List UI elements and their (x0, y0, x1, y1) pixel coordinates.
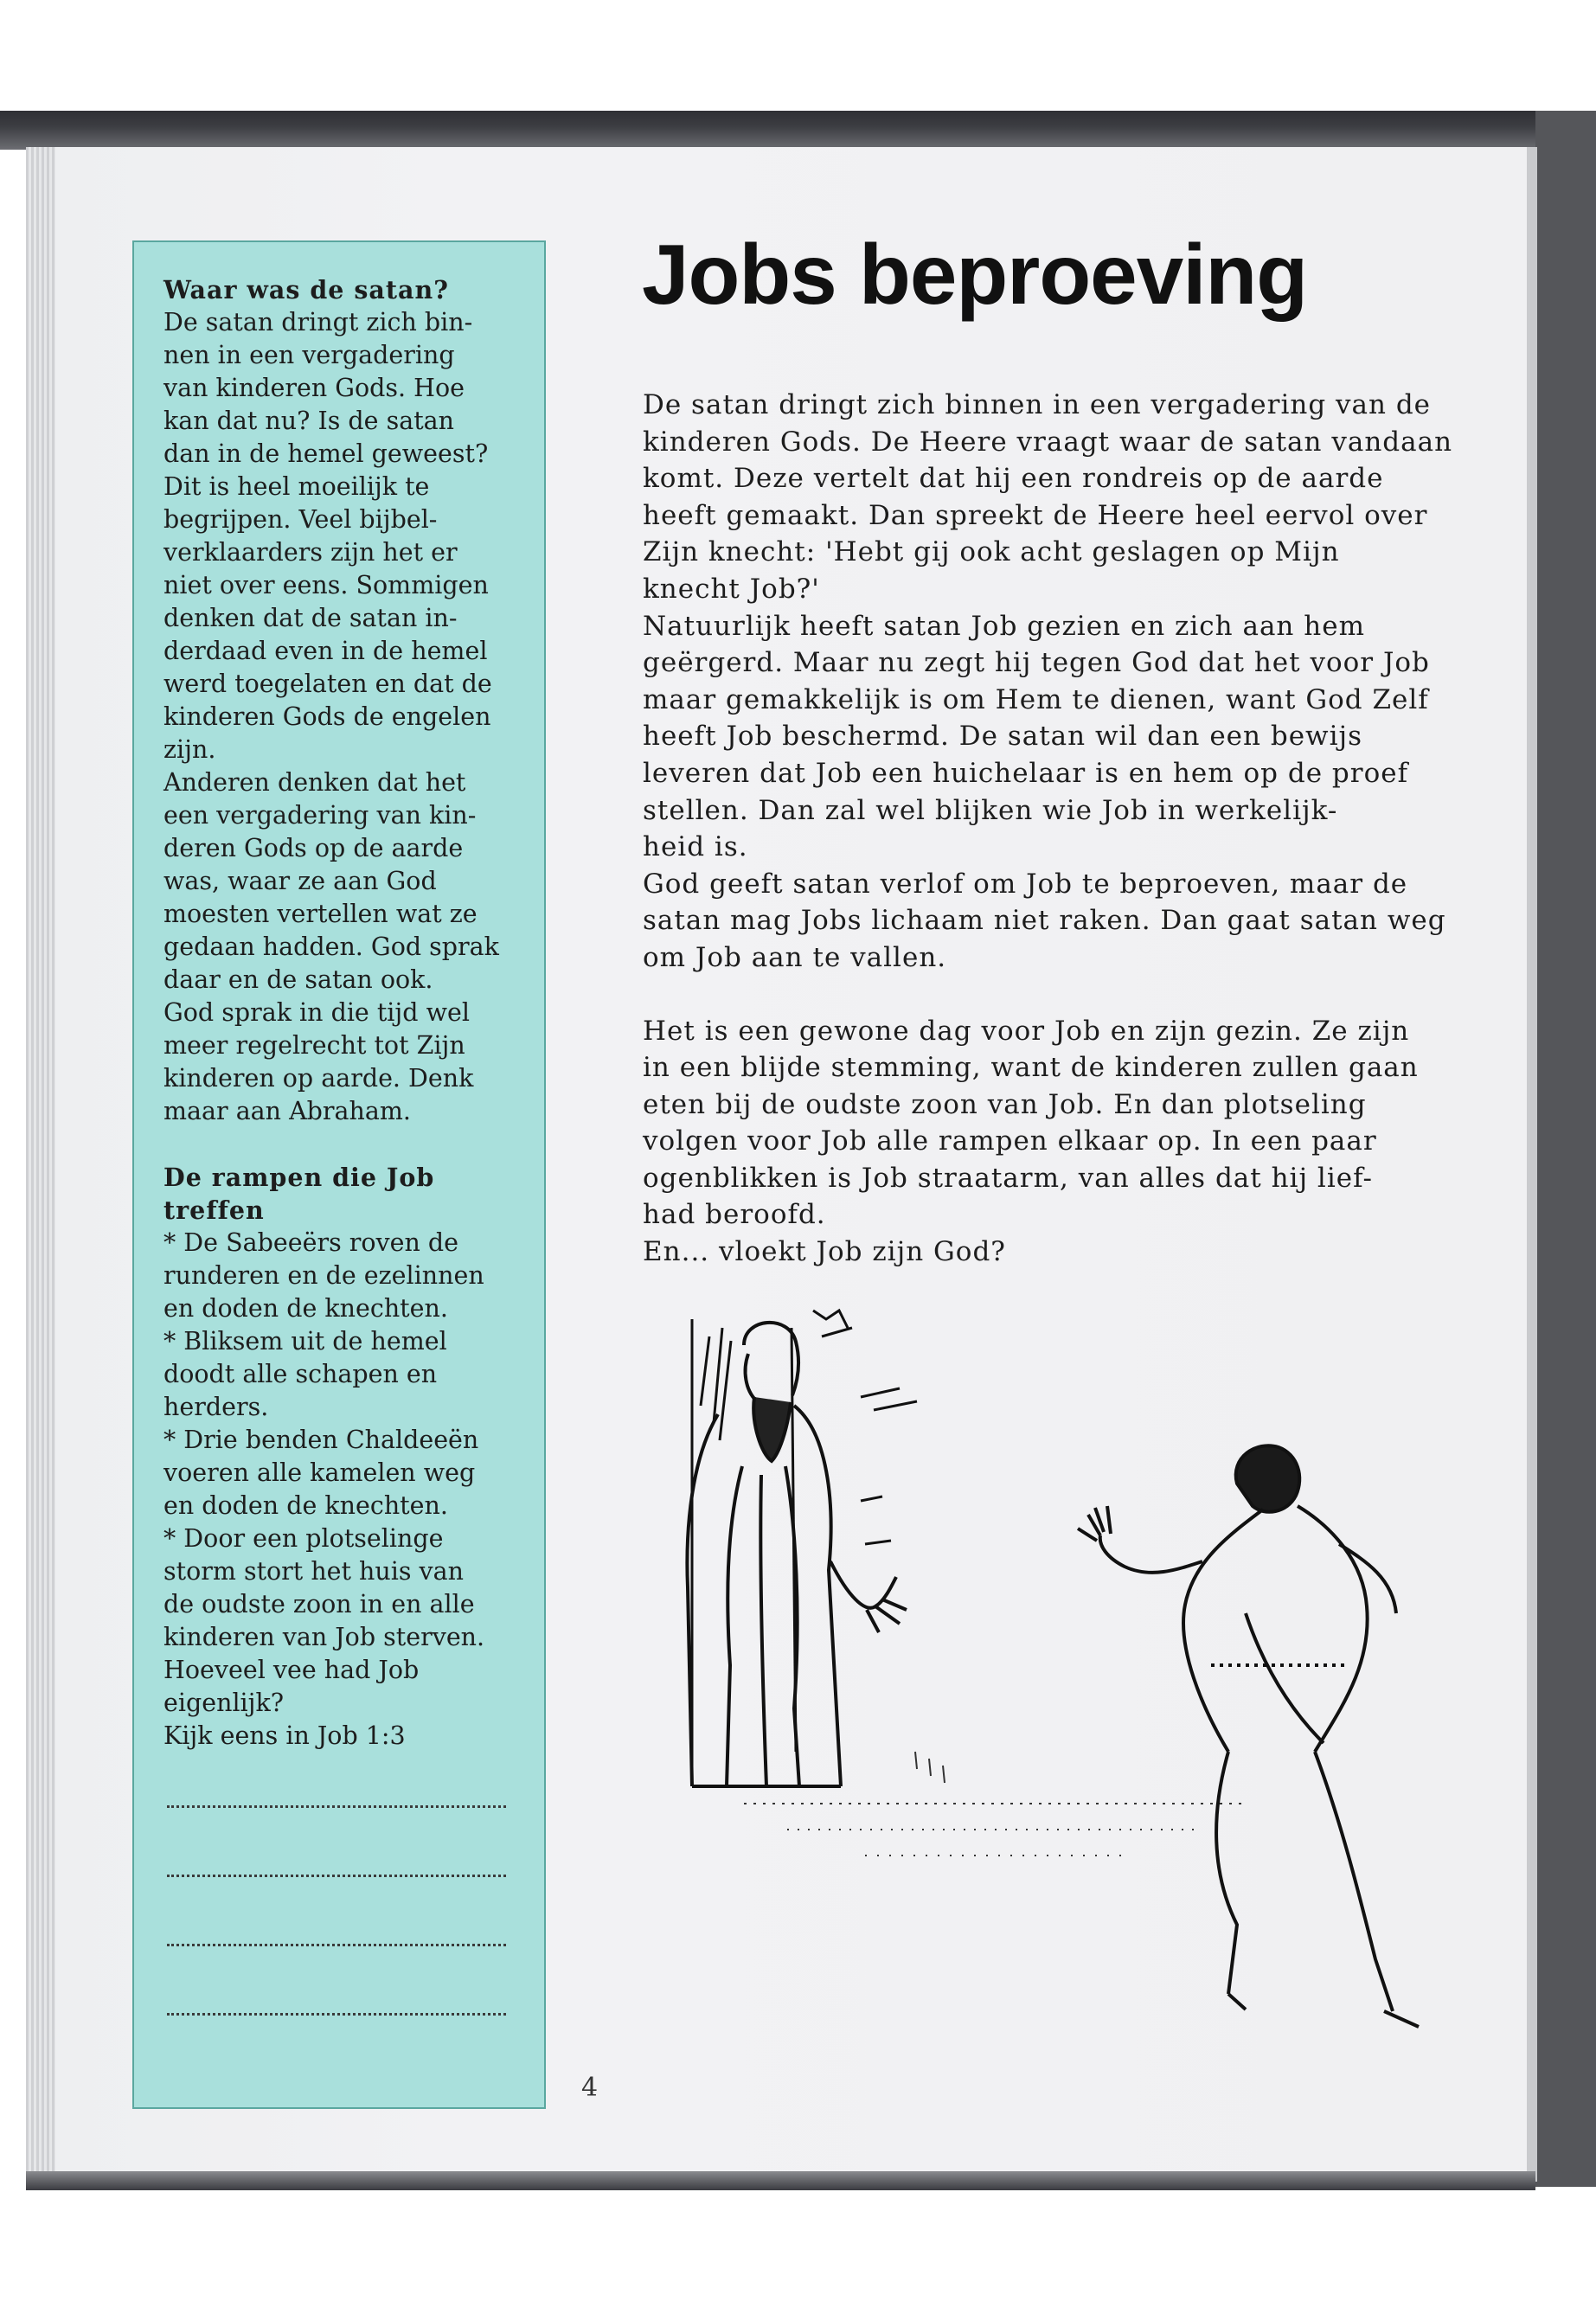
text-line: maar gemakkelijk is om Hem te dienen, want God Zelf (643, 683, 1429, 715)
text-line: knecht Job?' (643, 573, 820, 605)
sidebar-line: Dit is heel moeilijk te (163, 472, 430, 501)
page-title: Jobs beproeving (642, 227, 1308, 322)
page-edge (26, 147, 55, 2171)
sidebar-line: kan dat nu? Is de satan (163, 407, 455, 435)
text-line: De satan dringt zich binnen in een vergadering van de (643, 389, 1432, 420)
text-line: om Job aan te vallen. (643, 941, 947, 973)
sidebar-line: Hoeveel vee had Job (163, 1656, 420, 1684)
sidebar-line: herders. (163, 1393, 269, 1421)
sidebar-line: de oudste zoon in en alle (163, 1590, 475, 1618)
sidebar-line: een vergadering van kin- (163, 801, 477, 830)
sidebar-line: en doden de knechten. (163, 1294, 448, 1323)
sidebar-line: werd toegelaten en dat de (163, 670, 492, 698)
text-line: stellen. Dan zal wel blijken wie Job in werkelijk- (643, 794, 1338, 826)
figure-job (687, 1323, 907, 1786)
text-line: Het is een gewone dag voor Job en zijn gezin. Ze zijn (643, 1015, 1410, 1047)
sidebar-heading-satan: Waar was de satan? (163, 275, 449, 304)
text-line: Natuurlijk heeft satan Job gezien en zich aan hem (643, 610, 1365, 642)
text-line: ogenblikken is Job straatarm, van alles dat hij lief- (643, 1162, 1373, 1194)
sidebar-line: deren Gods op de aarde (163, 834, 464, 862)
sidebar-line: kinderen op aarde. Denk (163, 1064, 474, 1093)
book-top-edge (0, 111, 1596, 150)
sidebar-line: maar aan Abraham. (163, 1097, 411, 1125)
sidebar-line: niet over eens. Sommigen (163, 571, 489, 599)
sidebar-line: van kinderen Gods. Hoe (163, 374, 465, 402)
text-line: God geeft satan verlof om Job te beproeven, maar de (643, 868, 1408, 900)
sidebar-line: was, waar ze aan God (163, 867, 437, 895)
illustration-job-and-messenger (640, 1302, 1453, 2063)
text-line: En... vloekt Job zijn God? (643, 1236, 1006, 1268)
sidebar-line: daar en de satan ook. (163, 965, 433, 994)
sidebar-line: * Bliksem uit de hemel (163, 1327, 447, 1356)
sidebar-line: * Door een plotselinge (163, 1524, 444, 1553)
sidebar-line: kinderen Gods de engelen (163, 702, 491, 731)
sidebar-line: derdaad even in de hemel (163, 637, 488, 665)
text-line: satan mag Jobs lichaam niet raken. Dan gaat satan weg (643, 905, 1446, 937)
answer-line[interactable] (163, 1822, 544, 1891)
sidebar-line: dan in de hemel geweest? (163, 439, 489, 468)
sidebar-line: God sprak in die tijd wel (163, 998, 470, 1027)
spacer (643, 977, 1525, 1013)
text-line: heeft gemaakt. Dan spreekt de Heere heel eervol over (643, 499, 1428, 531)
sidebar-line: en doden de knechten. (163, 1491, 448, 1520)
text-line: heeft Job beschermd. De satan wil dan een bewijs (643, 721, 1363, 753)
sidebar-line: storm stort het huis van (163, 1557, 465, 1586)
text-line: in een blijde stemming, want de kinderen zullen gaan (643, 1052, 1419, 1084)
doorway-shading (692, 1311, 917, 1786)
sidebar-line: Kijk eens in Job 1:3 (163, 1721, 406, 1750)
sidebar-line: doodt alle schapen en (163, 1360, 438, 1388)
floor-hatching (744, 1752, 1246, 1856)
sidebar-line: eigenlijk? (163, 1689, 285, 1717)
sidebar-line: nen in een vergadering (163, 341, 455, 369)
text-line: Zijn knecht: 'Hebt gij ook acht geslagen op Mijn (643, 536, 1340, 568)
sidebar-line: runderen en de ezelinnen (163, 1261, 484, 1290)
text-line: volgen voor Job alle rampen elkaar op. In een paar (643, 1125, 1377, 1157)
spacer (163, 1128, 544, 1161)
sidebar-line: * Drie benden Chaldeeën (163, 1426, 479, 1454)
sidebar-line: moesten vertellen wat ze (163, 900, 478, 928)
text-line: geërgerd. Maar nu zegt hij tegen God dat het voor Job (643, 647, 1430, 679)
text-line: heid is. (643, 831, 748, 863)
book-bottom-edge (26, 2171, 1535, 2190)
text-line: komt. Deze vertelt dat hij een rondreis op de aarde (643, 463, 1384, 495)
text-line: had beroofd. (643, 1199, 826, 1231)
text-line: leveren dat Job een huichelaar is en hem op de proef (643, 757, 1409, 789)
page-number: 4 (581, 2073, 599, 2103)
sidebar-line: verklaarders zijn het er (163, 538, 458, 567)
sidebar-content (163, 273, 544, 2029)
sidebar-line: De satan dringt zich bin- (163, 308, 473, 336)
sidebar-box (132, 240, 546, 2109)
sidebar-line: voeren alle kamelen weg (163, 1458, 476, 1487)
sidebar-line: denken dat de satan in- (163, 604, 458, 632)
answer-line[interactable] (163, 1960, 544, 2029)
sidebar-line: * De Sabeeërs roven de (163, 1228, 459, 1257)
text-line: kinderen Gods. De Heere vraagt waar de satan vandaan (643, 426, 1453, 458)
answer-line[interactable] (163, 1891, 544, 1960)
answer-line[interactable] (163, 1753, 544, 1822)
book-spine (1535, 111, 1596, 2187)
main-text (643, 387, 1525, 1271)
sidebar-line: begrijpen. Veel bijbel- (163, 505, 438, 534)
text-line: eten bij de oudste zoon van Job. En dan plotseling (643, 1088, 1367, 1120)
sidebar-line: zijn. (163, 735, 216, 764)
sidebar-heading-rampen: De rampen die Job treffen (163, 1163, 435, 1225)
figure-messenger (1078, 1445, 1419, 2027)
sidebar-line: kinderen van Job sterven. (163, 1623, 485, 1651)
sidebar-line: gedaan hadden. God sprak (163, 933, 499, 961)
sidebar-line: Anderen denken dat het (163, 768, 466, 797)
sidebar-line: meer regelrecht tot Zijn (163, 1031, 465, 1060)
spine-highlight (1525, 147, 1537, 2182)
